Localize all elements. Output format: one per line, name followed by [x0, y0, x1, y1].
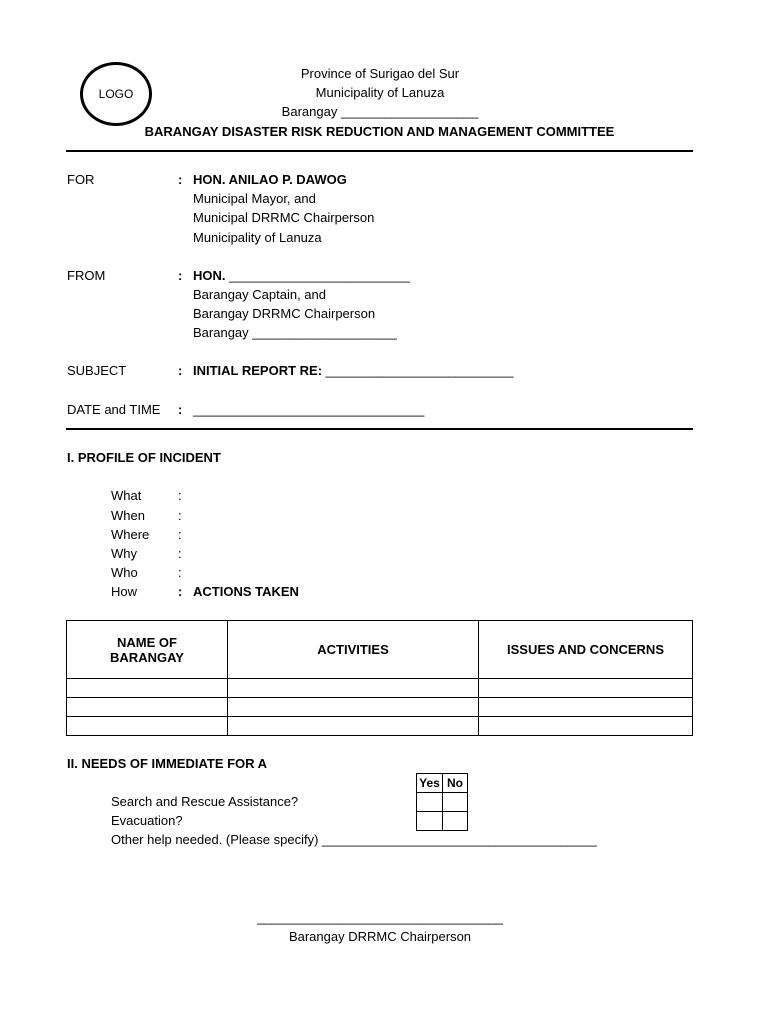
- profile-label-what: What: [111, 488, 142, 503]
- from-hon-blank: _________________________: [229, 268, 410, 283]
- table-row: [67, 679, 693, 698]
- yes-no-header-row: [417, 774, 468, 793]
- province-name: Province of Surigao del Sur: [300, 66, 460, 81]
- column-header-activities: ACTIVITIES: [228, 621, 479, 679]
- profile-label-how: How: [111, 584, 138, 599]
- subject-colon: :: [178, 363, 183, 378]
- from-line: Barangay Captain, and: [193, 287, 326, 302]
- subject-value-line: [193, 363, 514, 379]
- date-time-colon: :: [178, 402, 183, 417]
- from-line: Barangay ____________________: [193, 325, 397, 340]
- profile-colon: :: [178, 508, 182, 523]
- question-search-rescue: Search and Rescue Assistance?: [111, 794, 299, 809]
- from-label: FROM: [67, 268, 106, 283]
- from-line: Barangay DRRMC Chairperson: [193, 306, 376, 321]
- profile-colon: :: [178, 527, 182, 542]
- yes-checkbox[interactable]: [417, 793, 443, 812]
- date-time-label: DATE and TIME: [67, 402, 161, 417]
- municipality-name: Municipality of Lanuza: [315, 85, 445, 100]
- profile-label-why: Why: [111, 546, 137, 561]
- profile-label-who: Who: [111, 565, 138, 580]
- table-cell[interactable]: [479, 679, 693, 698]
- section1-title: I. PROFILE OF INCIDENT: [67, 450, 221, 465]
- table-cell[interactable]: [67, 679, 228, 698]
- subject-label: SUBJECT: [67, 363, 127, 378]
- profile-colon: :: [178, 565, 182, 580]
- for-recipient-name: HON. ANILAO P. DAWOG: [193, 172, 347, 187]
- table-cell[interactable]: [67, 698, 228, 717]
- logo: [80, 62, 152, 126]
- no-checkbox[interactable]: [443, 793, 468, 812]
- header-divider: [66, 150, 693, 152]
- from-hon-line: [193, 268, 410, 284]
- for-recipient-line: Municipality of Lanuza: [193, 230, 322, 245]
- from-colon: :: [178, 268, 183, 283]
- table-cell[interactable]: [228, 717, 479, 736]
- subject-blank: __________________________: [325, 363, 514, 378]
- for-recipient-line: Municipal Mayor, and: [193, 191, 316, 206]
- profile-colon: :: [178, 546, 182, 561]
- profile-label-when: When: [111, 508, 145, 523]
- profile-colon: :: [178, 584, 183, 599]
- other-help-line: Other help needed. (Please specify) ______________________________________: [111, 832, 597, 847]
- table-header-row: [67, 621, 693, 679]
- barangay-line: Barangay ___________________: [281, 104, 479, 119]
- table-cell[interactable]: [67, 717, 228, 736]
- column-header-issues: ISSUES AND CONCERNS: [479, 621, 693, 679]
- no-checkbox[interactable]: [443, 812, 468, 831]
- yes-no-row: [417, 812, 468, 831]
- question-evacuation: Evacuation?: [111, 813, 183, 828]
- section2-title: II. NEEDS OF IMMEDIATE FOR A: [67, 756, 268, 771]
- actions-taken-heading: ACTIONS TAKEN: [193, 584, 299, 599]
- subject-value: INITIAL REPORT RE:: [193, 363, 323, 378]
- no-column-header: No: [443, 774, 468, 793]
- yes-checkbox[interactable]: [417, 812, 443, 831]
- table-cell[interactable]: [228, 679, 479, 698]
- column-header-barangay: NAME OF BARANGAY: [67, 621, 228, 679]
- table-cell[interactable]: [479, 698, 693, 717]
- profile-label-where: Where: [111, 527, 150, 542]
- yes-no-table: [416, 773, 468, 831]
- section-divider: [66, 428, 693, 430]
- date-time-blank: ________________________________: [193, 402, 425, 417]
- table-cell[interactable]: [479, 717, 693, 736]
- table-row: [67, 717, 693, 736]
- for-recipient-line: Municipal DRRMC Chairperson: [193, 210, 375, 225]
- yes-no-row: [417, 793, 468, 812]
- signature-title: Barangay DRRMC Chairperson: [288, 929, 472, 944]
- logo-text: LOGO: [98, 87, 134, 101]
- yes-column-header: Yes: [417, 774, 443, 793]
- from-hon: HON.: [193, 268, 226, 283]
- for-label: FOR: [67, 172, 95, 187]
- signature-line: __________________________________: [257, 910, 503, 925]
- table-row: [67, 698, 693, 717]
- actions-table: [66, 620, 693, 736]
- table-cell[interactable]: [228, 698, 479, 717]
- profile-colon: :: [178, 488, 182, 503]
- committee-title: BARANGAY DISASTER RISK REDUCTION AND MANAGEMENT COMMITTEE: [144, 124, 615, 139]
- for-colon: :: [178, 172, 183, 187]
